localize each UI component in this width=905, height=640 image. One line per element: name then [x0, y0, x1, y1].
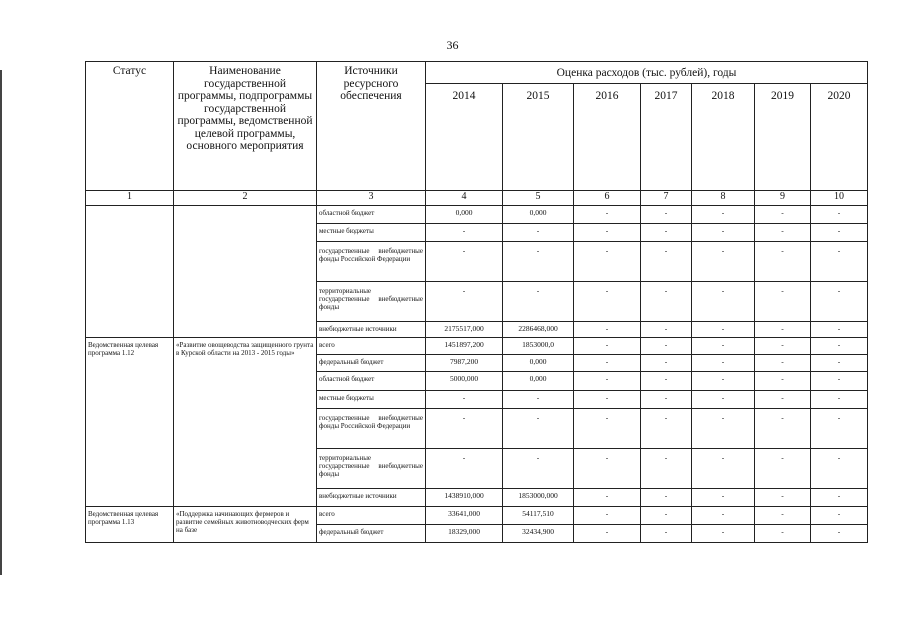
expense-value-cell: - [503, 391, 574, 409]
expense-value-cell: 1438910,000 [426, 489, 503, 507]
expense-value-cell: - [503, 449, 574, 489]
expense-value-cell: - [503, 409, 574, 449]
column-number: 7 [641, 191, 692, 206]
expense-value-cell: - [692, 507, 755, 525]
expense-value-cell: 1853000,0 [503, 338, 574, 355]
funding-source-cell: всего [317, 507, 426, 525]
expense-value-cell: - [574, 355, 641, 372]
expense-value-cell: 32434,900 [503, 525, 574, 543]
expense-value-cell: 54117,510 [503, 507, 574, 525]
expense-value-cell: 0,000 [503, 355, 574, 372]
header-estimate: Оценка расходов (тыс. рублей), годы [426, 62, 868, 84]
year-2017: 2017 [641, 84, 692, 191]
expense-value-cell: - [811, 242, 868, 282]
expense-value-cell: - [755, 282, 811, 322]
status-cell: Ведомственная целевая программа 1.12 [86, 338, 174, 507]
expense-value-cell: - [811, 507, 868, 525]
expense-value-cell: - [692, 449, 755, 489]
expense-value-cell: - [641, 391, 692, 409]
expense-value-cell: - [755, 372, 811, 391]
expense-value-cell: - [641, 355, 692, 372]
column-number: 3 [317, 191, 426, 206]
funding-source-cell: всего [317, 338, 426, 355]
expense-value-cell: - [574, 449, 641, 489]
expense-value-cell: - [641, 322, 692, 338]
header-status: Статус [86, 62, 174, 191]
column-number: 8 [692, 191, 755, 206]
expense-value-cell: - [641, 372, 692, 391]
expense-value-cell: - [641, 224, 692, 242]
funding-source-cell: местные бюджеты [317, 391, 426, 409]
expense-value-cell: - [811, 489, 868, 507]
expense-value-cell: - [811, 372, 868, 391]
expense-value-cell: - [692, 391, 755, 409]
funding-source-cell: территориальные государственные внебюджетные фонды [317, 282, 426, 322]
program-name-cell [174, 206, 317, 338]
expense-value-cell: - [692, 409, 755, 449]
expense-value-cell: - [692, 242, 755, 282]
expense-value-cell: - [641, 489, 692, 507]
funding-source-cell: государственные внебюджетные фонды Российской Федерации [317, 409, 426, 449]
expense-value-cell: - [574, 206, 641, 224]
funding-source-cell: федеральный бюджет [317, 525, 426, 543]
year-2020: 2020 [811, 84, 868, 191]
column-number: 2 [174, 191, 317, 206]
expense-value-cell: - [574, 242, 641, 282]
year-2014: 2014 [426, 84, 503, 191]
expense-value-cell: - [755, 507, 811, 525]
expense-value-cell: 0,000 [503, 206, 574, 224]
funding-source-cell: внебюджетные источники [317, 489, 426, 507]
expense-value-cell: - [574, 507, 641, 525]
expense-value-cell: - [426, 224, 503, 242]
expense-value-cell: - [811, 282, 868, 322]
expense-value-cell: - [811, 355, 868, 372]
expense-value-cell: - [503, 282, 574, 322]
expense-value-cell: 33641,000 [426, 507, 503, 525]
expense-value-cell: - [692, 338, 755, 355]
year-2018: 2018 [692, 84, 755, 191]
funding-source-cell: федеральный бюджет [317, 355, 426, 372]
expense-value-cell: 0,000 [426, 206, 503, 224]
expense-value-cell: 5000,000 [426, 372, 503, 391]
program-name-cell: «Поддержка начинающих фермеров и развитие семейных животноводческих ферм на базе [174, 507, 317, 543]
expense-value-cell: 1451897,200 [426, 338, 503, 355]
funding-source-cell: территориальные государственные внебюджетные фонды [317, 449, 426, 489]
expense-value-cell: - [692, 322, 755, 338]
expense-value-cell: - [426, 242, 503, 282]
status-cell: Ведомственная целевая программа 1.13 [86, 507, 174, 543]
expense-value-cell: - [755, 391, 811, 409]
expense-value-cell: - [574, 489, 641, 507]
funding-source-cell: внебюджетные источники [317, 322, 426, 338]
expense-value-cell: - [641, 282, 692, 322]
expense-value-cell: 2286468,000 [503, 322, 574, 338]
expense-value-cell: - [755, 409, 811, 449]
expense-value-cell: - [574, 282, 641, 322]
funding-source-cell: областной бюджет [317, 206, 426, 224]
expense-value-cell: - [692, 489, 755, 507]
expense-value-cell: - [426, 391, 503, 409]
expense-value-cell: - [426, 282, 503, 322]
expense-value-cell: - [755, 355, 811, 372]
expense-value-cell: - [574, 322, 641, 338]
expense-value-cell: - [641, 409, 692, 449]
expense-value-cell: - [692, 282, 755, 322]
expense-value-cell: - [811, 449, 868, 489]
column-number: 5 [503, 191, 574, 206]
table-row [86, 507, 868, 525]
expense-value-cell: - [692, 372, 755, 391]
funding-source-cell: местные бюджеты [317, 224, 426, 242]
column-number: 1 [86, 191, 174, 206]
expense-value-cell: - [755, 322, 811, 338]
expense-value-cell: - [641, 449, 692, 489]
status-cell [86, 206, 174, 338]
expense-value-cell: 2175517,000 [426, 322, 503, 338]
expense-value-cell: - [692, 525, 755, 543]
column-number: 10 [811, 191, 868, 206]
expense-value-cell: - [641, 206, 692, 224]
column-number: 4 [426, 191, 503, 206]
expense-value-cell: - [503, 224, 574, 242]
expense-value-cell: - [641, 507, 692, 525]
expense-value-cell: - [692, 224, 755, 242]
expense-value-cell: 7987,200 [426, 355, 503, 372]
funding-source-cell: государственные внебюджетные фонды Российской Федерации [317, 242, 426, 282]
expense-value-cell: - [426, 449, 503, 489]
table-row [86, 206, 868, 224]
budget-table [85, 61, 868, 543]
column-number: 6 [574, 191, 641, 206]
page-number: 36 [446, 38, 459, 52]
expense-value-cell: 0,000 [503, 372, 574, 391]
expense-value-cell: - [755, 525, 811, 543]
expense-value-cell: - [755, 338, 811, 355]
year-2016: 2016 [574, 84, 641, 191]
expense-value-cell: - [755, 206, 811, 224]
column-number: 9 [755, 191, 811, 206]
expense-value-cell: - [574, 525, 641, 543]
header-sources: Источники ресурсного обеспечения [317, 62, 426, 191]
expense-value-cell: - [755, 224, 811, 242]
expense-value-cell: - [574, 391, 641, 409]
funding-source-cell: областной бюджет [317, 372, 426, 391]
expense-value-cell: - [811, 322, 868, 338]
year-2019: 2019 [755, 84, 811, 191]
expense-value-cell: - [574, 224, 641, 242]
expense-value-cell: - [692, 206, 755, 224]
expense-value-cell: - [811, 338, 868, 355]
expense-value-cell: 18329,000 [426, 525, 503, 543]
expense-value-cell: - [641, 338, 692, 355]
expense-value-cell: - [641, 242, 692, 282]
expense-value-cell: - [811, 206, 868, 224]
expense-value-cell: 1853000,000 [503, 489, 574, 507]
expense-value-cell: - [755, 449, 811, 489]
program-name-cell: «Развитие овощеводства защищенного грунта в Курской области на 2013 - 2015 годы» [174, 338, 317, 507]
expense-value-cell: - [811, 224, 868, 242]
expense-value-cell: - [755, 489, 811, 507]
expense-value-cell: - [426, 409, 503, 449]
scan-edge [0, 70, 2, 575]
expense-value-cell: - [574, 372, 641, 391]
expense-value-cell: - [503, 242, 574, 282]
expense-value-cell: - [574, 409, 641, 449]
expense-value-cell: - [811, 409, 868, 449]
expense-value-cell: - [692, 355, 755, 372]
expense-value-cell: - [574, 338, 641, 355]
table-row [86, 338, 868, 355]
expense-value-cell: - [641, 525, 692, 543]
expense-value-cell: - [811, 525, 868, 543]
expense-value-cell: - [811, 391, 868, 409]
expense-value-cell: - [755, 242, 811, 282]
header-name: Наименование государственной программы, подпрограммы государственной программы, ведомственной целевой программы, основного мероприятия [174, 62, 317, 191]
year-2015: 2015 [503, 84, 574, 191]
